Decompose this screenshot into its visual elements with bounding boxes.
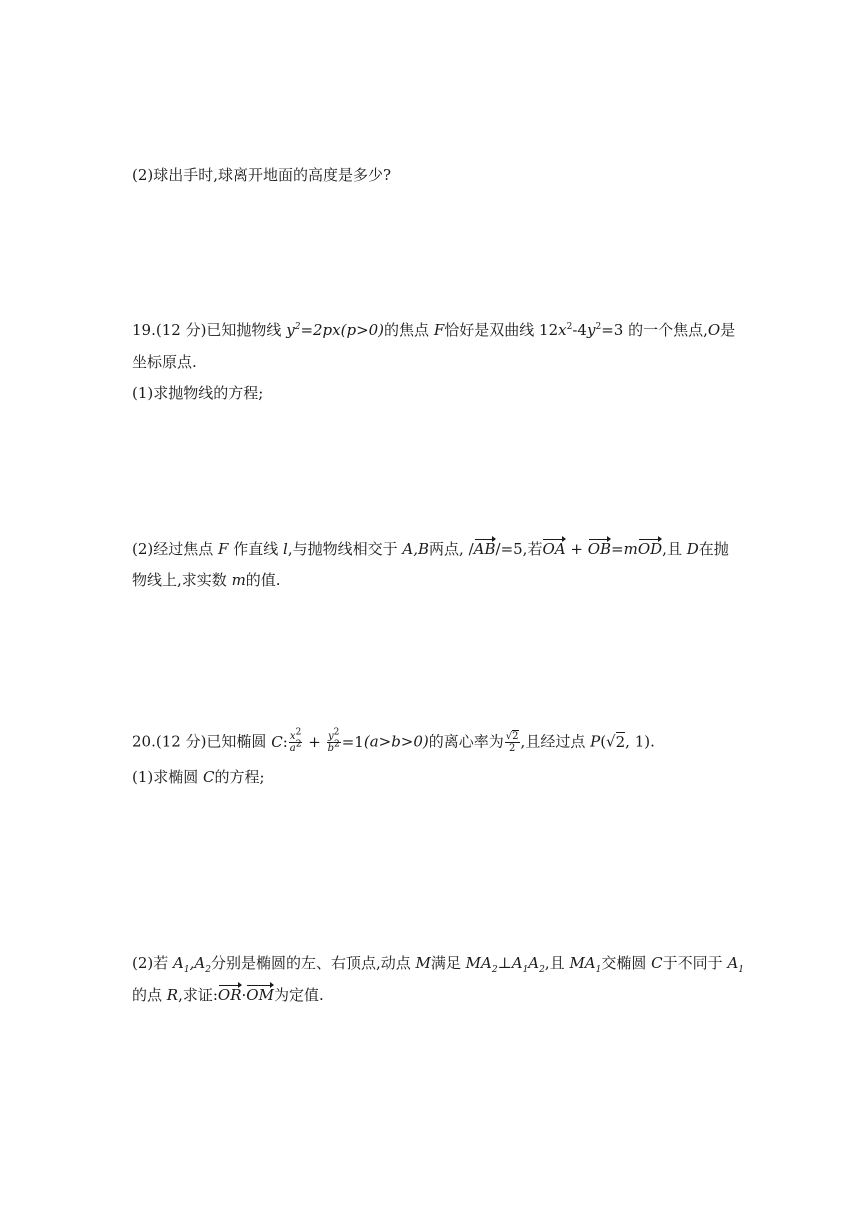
q19-text: ,与抛物线相交于 — [287, 540, 398, 558]
q19-text: 在抛 — [698, 540, 729, 558]
q20-point-R: R — [166, 986, 179, 1004]
q19-number: 19. — [132, 321, 156, 339]
q20-perp: $MA_2\perp A_1A_2$ — [465, 954, 545, 975]
q18-part2-text: (2)球出手时,球离开地面的高度是多少? — [132, 166, 392, 184]
q19-text: 已知抛物线 — [206, 321, 282, 339]
q20-cond: (a>b>0) — [363, 732, 429, 751]
q20-ellipse: C: $\frac{x^2}{a^2}$ + $\frac{y^2}{b^2}$ =1 — [271, 727, 364, 754]
q20-score: (12 分) — [155, 732, 207, 751]
q20-text: 为定值. — [273, 986, 324, 1004]
q20-vertices: $A_1,A_2$ — [173, 954, 211, 975]
q20-ellipse-C: C — [203, 768, 215, 786]
q19-focus-F: F — [218, 540, 229, 558]
q19-parabola: $y^2=2px(p>0)$ — [286, 321, 385, 339]
q20-text: 分别是椭圆的左、右顶点,动点 — [210, 954, 411, 972]
q20-text: 于不同于 — [662, 954, 723, 972]
q20-line-MA1: $MA_1$ — [569, 954, 602, 975]
q20-ellipse-C: C — [651, 954, 663, 972]
q19-stem-line2 — [132, 352, 197, 372]
q19-text: 的焦点 — [384, 321, 430, 339]
q19-text: 是 — [720, 321, 736, 339]
q19-text: 的值. — [245, 571, 281, 589]
q19-line-l: l — [283, 540, 288, 558]
q20-text: 的方程; — [214, 768, 265, 786]
q20-text: (2)若 — [132, 954, 169, 972]
q20-text: ,且 — [544, 954, 565, 972]
q19-var-m: m — [231, 571, 246, 589]
q20-dot-product: OR·OM — [217, 986, 274, 1004]
q19-stem-line1 — [132, 320, 735, 340]
q20-text: ,求证: — [178, 986, 218, 1004]
q19-part1-text: (1)求抛物线的方程; — [132, 384, 264, 402]
q20-text: 满足 — [430, 954, 461, 972]
q18-part2 — [132, 165, 391, 185]
q20-vertex-A1: $A_1$ — [727, 954, 745, 975]
q20-part2-line2 — [132, 985, 324, 1005]
q19-text: 坐标原点. — [132, 353, 197, 371]
q20-eccentricity: $\frac{√2}{2}$ — [505, 731, 519, 754]
q20-text: 的离心率为 — [428, 732, 504, 751]
q19-text: ,且 — [662, 540, 682, 558]
q19-point-D: D — [686, 540, 699, 558]
q19-text: 物线上,求实数 — [132, 571, 227, 589]
q19-part2-line1 — [132, 539, 729, 559]
q20-text: 交椭圆 — [601, 954, 647, 972]
q20-stem-line1 — [132, 727, 655, 754]
q20-point-M: M — [415, 954, 431, 972]
q19-text: 的一个焦点, — [628, 321, 708, 339]
q20-text: 已知椭圆 — [206, 732, 267, 751]
q20-text: ,且经过点 — [520, 732, 586, 751]
q20-text: (1)求椭圆 — [132, 768, 199, 786]
q19-hyperbola: $12x^2-4y^2=3$ — [539, 321, 624, 339]
q19-abs-AB: /AB/=5,若OA + OB=mOD — [468, 540, 663, 558]
q20-number: 20. — [132, 732, 156, 751]
q19-part1 — [132, 383, 263, 403]
q19-text: 两点, — [429, 540, 464, 558]
q19-text: 恰好是双曲线 — [444, 321, 535, 339]
q20-text: 的点 — [132, 986, 163, 1004]
q19-text: 作直线 — [233, 540, 279, 558]
q20-point-P: P(√2, 1). — [590, 732, 655, 751]
q19-text: (2)经过焦点 — [132, 540, 214, 558]
q19-focus-F: F — [433, 321, 445, 339]
q19-points-AB: A,B — [402, 540, 430, 558]
q20-part2-line1 — [132, 953, 744, 973]
q19-origin-O: O — [707, 321, 721, 339]
q19-part2-line2 — [132, 570, 281, 590]
q20-part1 — [132, 767, 265, 787]
q19-score: (12 分) — [155, 321, 207, 339]
